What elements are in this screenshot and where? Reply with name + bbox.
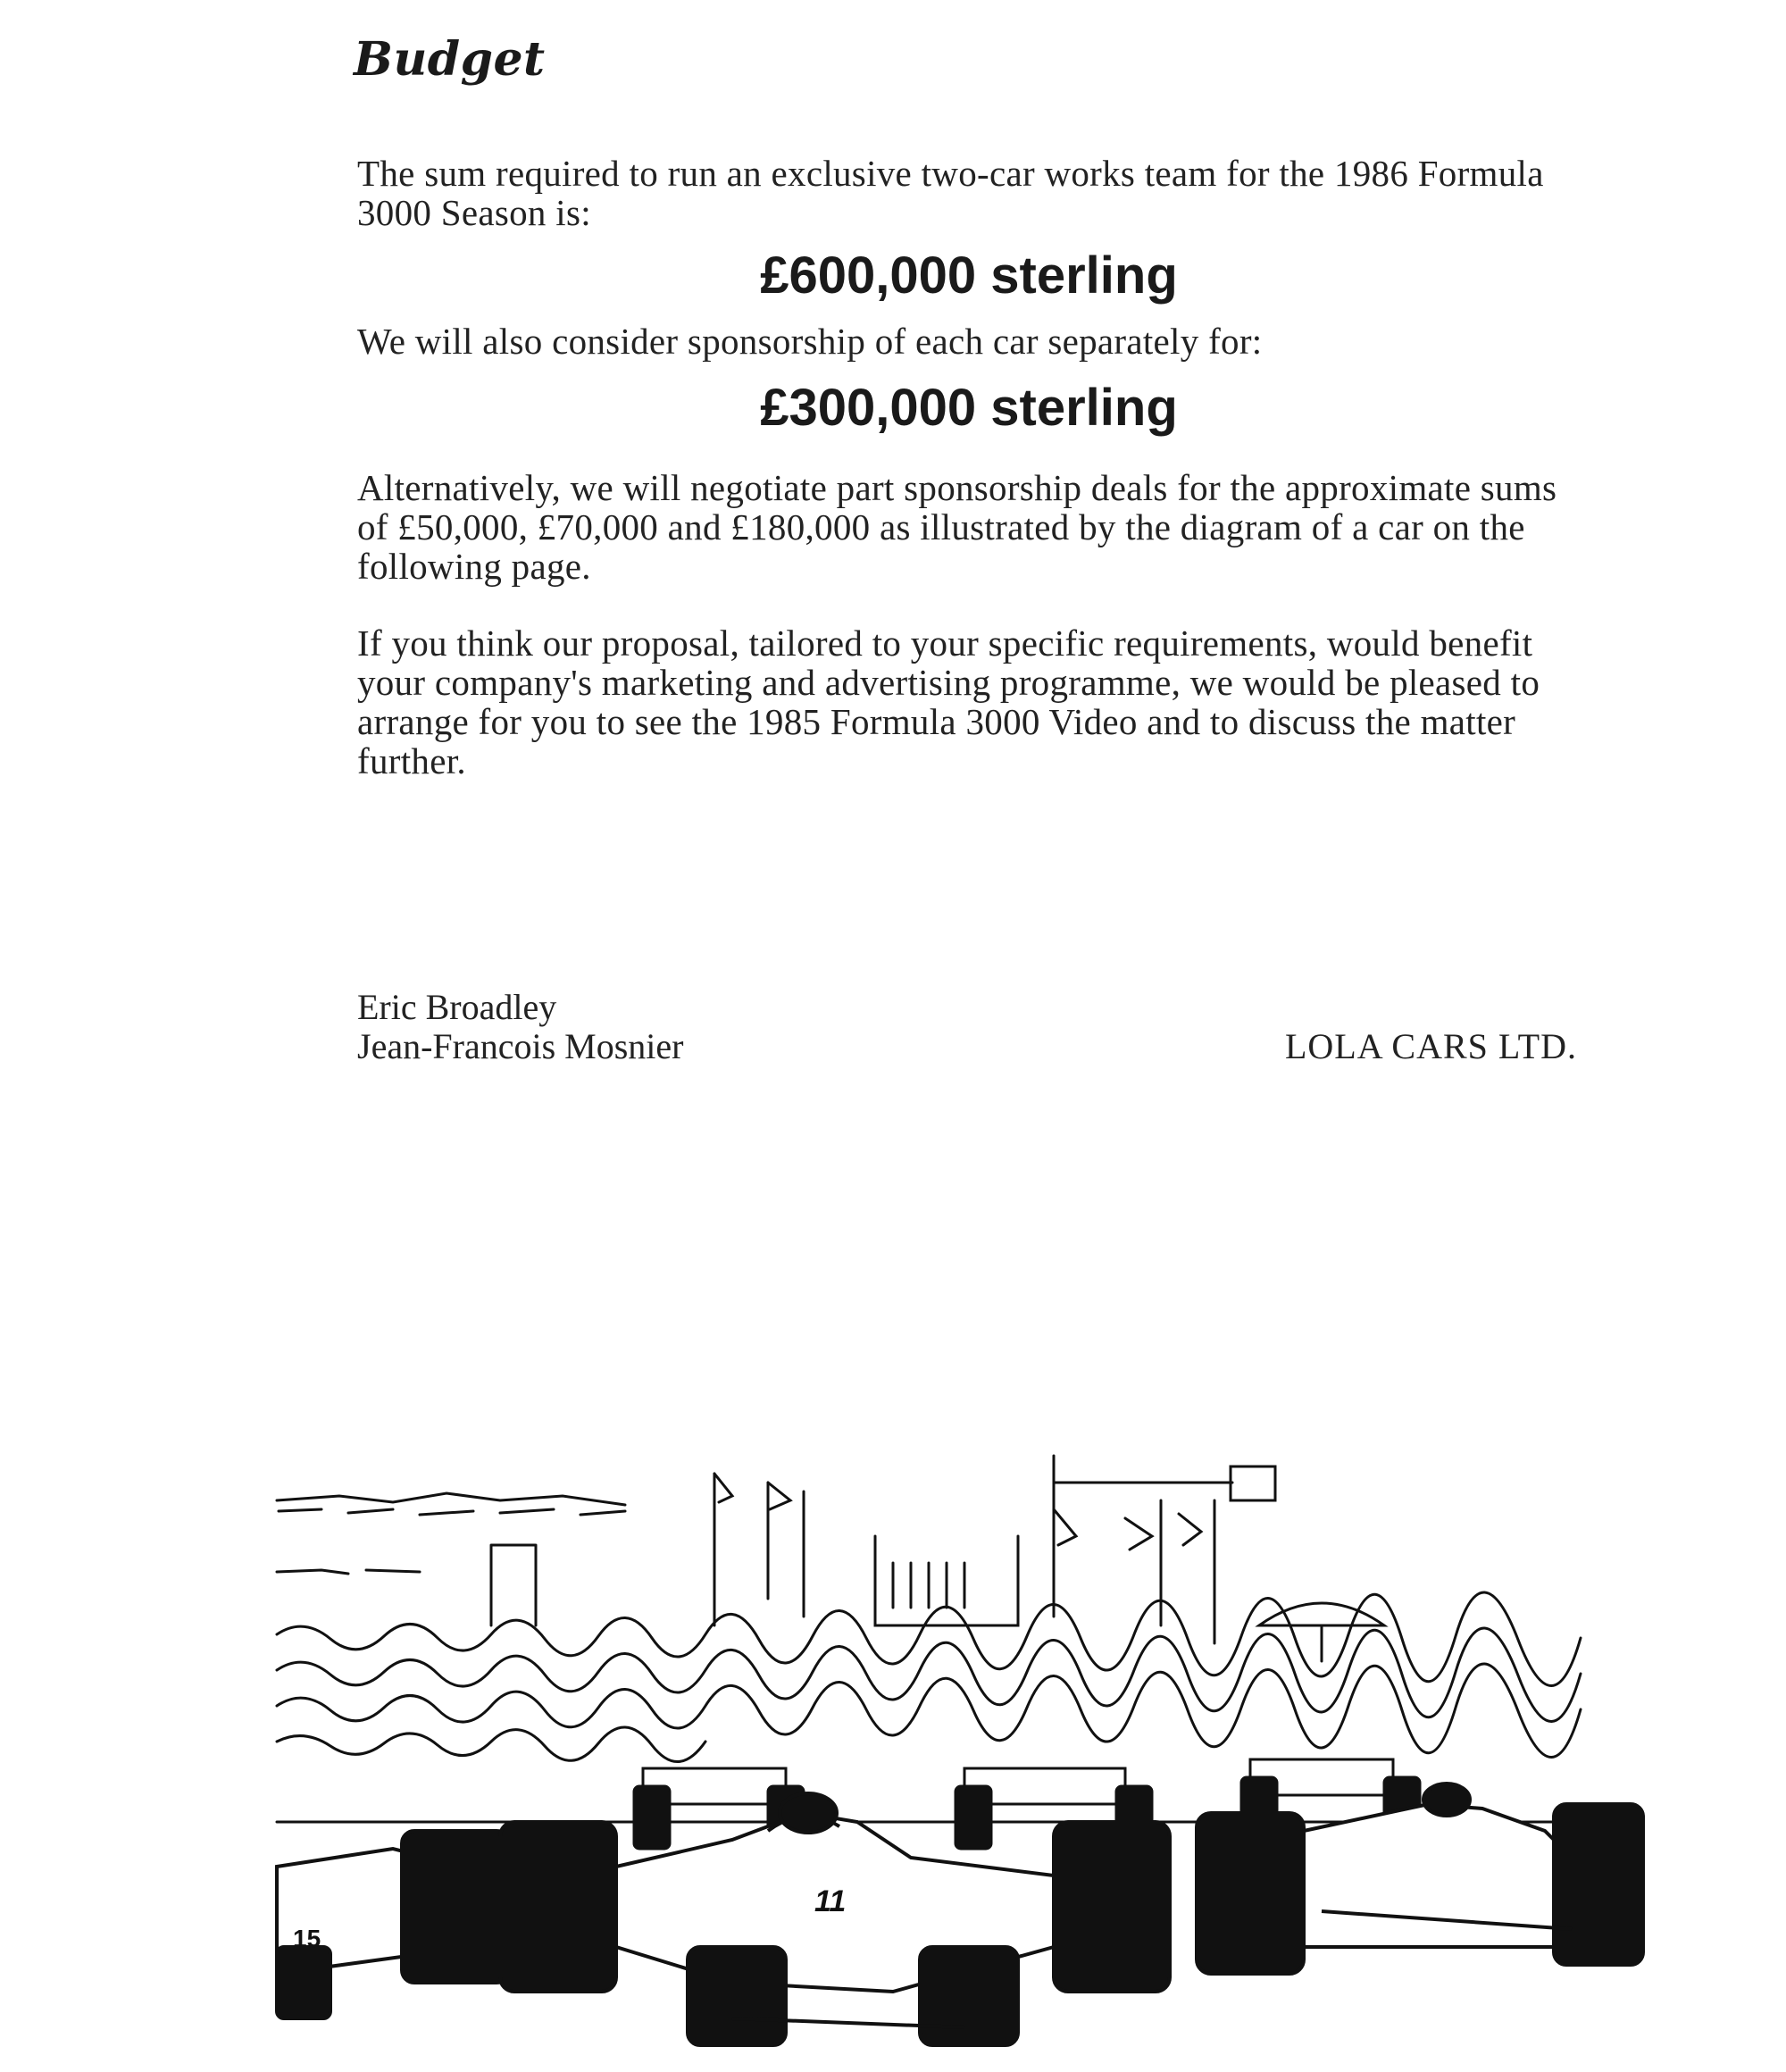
- race-start-illustration: [268, 1447, 1661, 2054]
- page-title: Budget: [354, 32, 546, 87]
- left-car-number: 15: [293, 1925, 321, 1952]
- signatories: [357, 988, 683, 1066]
- front-car-number: 11: [814, 1884, 847, 1918]
- closing-paragraph: If you think our proposal, tailored to your specific requirements, would benefit your company's marketing and advertising programme, we would be pleased to arrange for you to see the 1985 Formula 3000 Video and to discuss the matter further.: [357, 622, 1540, 781]
- signatory-name: Eric Broadley: [357, 987, 557, 1027]
- intro-paragraph: The sum required to run an exclusive two-car works team for the 1986 Formula 3000 Season is:: [357, 153, 1544, 233]
- alternative-paragraph: Alternatively, we will negotiate part sponsorship deals for the approximate sums of £50,000, £70,000 and £180,000 as illustrated by the diagram of a car on the following page.: [357, 467, 1557, 587]
- single-car-amount: £300,000 sterling: [760, 379, 1178, 437]
- per-car-paragraph: We will also consider sponsorship of each car separately for:: [357, 321, 1263, 362]
- budget-body: [357, 154, 1581, 781]
- company-name: LOLA CARS LTD.: [1284, 1026, 1577, 1066]
- signatory-name: Jean-Francois Mosnier: [357, 1026, 684, 1066]
- team-amount: £600,000 sterling: [760, 246, 1178, 305]
